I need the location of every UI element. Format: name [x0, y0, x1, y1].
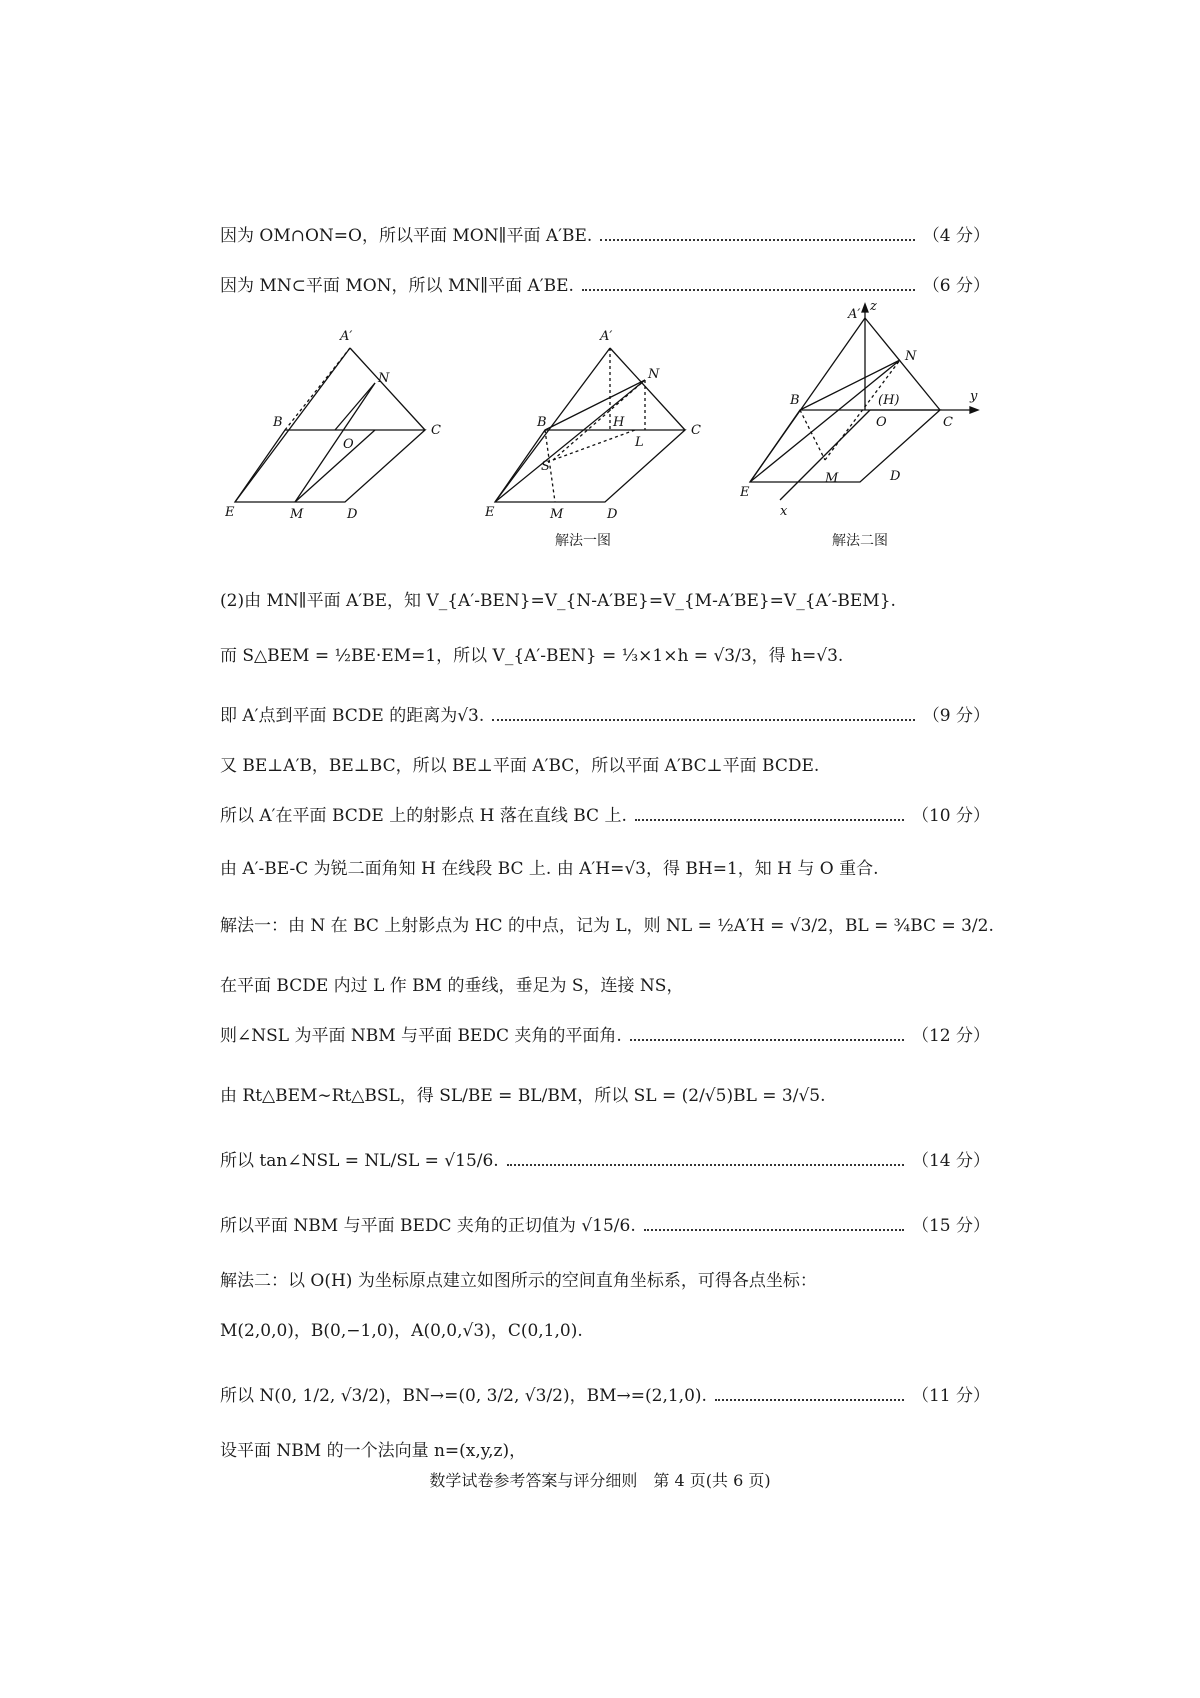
fig1-label: O — [343, 437, 354, 452]
fig1-label: M — [290, 507, 304, 520]
figure-3 — [740, 300, 990, 520]
fig3-label: A′ — [848, 307, 861, 322]
text-line — [220, 1150, 990, 1172]
leader-dots — [582, 289, 915, 291]
line-text: 由 Rt△BEM∼Rt△BSL，得 SL/BE = BL/BM，所以 SL = (2/√5)BL = 3/√5. — [220, 1086, 826, 1106]
line-text: 解法一：由 N 在 BC 上射影点为 HC 的中点，记为 L，则 NL = ½A′H = √3/2，BL = ¾BC = 3/2. — [220, 916, 994, 936]
text-line — [220, 705, 990, 727]
text-line — [220, 858, 990, 880]
fig3-label: x — [780, 504, 788, 519]
text-line — [220, 1025, 990, 1047]
line-text: M(2,0,0)，B(0,−1,0)，A(0,0,√3)，C(0,1,0). — [220, 1321, 583, 1341]
text-line — [220, 1440, 990, 1462]
text-line — [220, 1385, 990, 1407]
score-label: （4 分） — [922, 226, 990, 246]
score-label: （6 分） — [922, 276, 990, 296]
fig1-label: E — [225, 505, 235, 520]
score-label: （12 分） — [911, 1026, 990, 1046]
fig3-label: z — [870, 300, 877, 314]
figure-2-caption: 解法一图 — [555, 533, 611, 549]
line-text: 即 A′点到平面 BCDE 的距离为√3. — [220, 706, 485, 726]
score-label: （15 分） — [911, 1216, 990, 1236]
text-line — [220, 645, 990, 667]
page-footer: 数学试卷参考答案与评分细则 第 4 页(共 6 页) — [429, 1471, 771, 1490]
leader-dots — [492, 719, 915, 721]
line-text: 所以平面 NBM 与平面 BEDC 夹角的正切值为 √15/6. — [220, 1216, 636, 1236]
fig2-label: L — [635, 435, 644, 450]
text-line — [220, 915, 994, 937]
fig2-label: C — [691, 423, 701, 438]
score-label: （10 分） — [911, 806, 990, 826]
figure-1 — [225, 320, 455, 520]
fig3-label: D — [890, 469, 901, 484]
text-line — [220, 1085, 990, 1107]
line-text: 而 S△BEM = ½BE·EM=1，所以 V_{A′-BEN} = ⅓×1×h = √3/3，得 h=√3. — [220, 646, 844, 666]
line-text: 因为 OM∩ON=O，所以平面 MON∥平面 A′BE. — [220, 226, 593, 246]
line-text: 所以 A′在平面 BCDE 上的射影点 H 落在直线 BC 上. — [220, 806, 627, 826]
score-label: （9 分） — [922, 706, 990, 726]
fig2-label: N — [648, 367, 660, 382]
fig3-label: M — [825, 471, 839, 486]
text-line — [220, 590, 990, 612]
score-label: （14 分） — [911, 1151, 990, 1171]
leader-dots — [600, 239, 914, 241]
leader-dots — [635, 819, 904, 821]
fig2-label: S — [541, 459, 550, 474]
line-text: 因为 MN⊂平面 MON，所以 MN∥平面 A′BE. — [220, 276, 574, 296]
line-text: 由 A′-BE-C 为锐二面角知 H 在线段 BC 上. 由 A′H=√3，得 BH=1，知 H 与 O 重合. — [220, 859, 879, 879]
fig3-label: B — [790, 393, 800, 408]
leader-dots — [630, 1039, 904, 1041]
fig2-label: M — [550, 507, 564, 520]
fig3-label: y — [970, 389, 978, 404]
fig2-label: A′ — [600, 329, 613, 344]
fig2-label: H — [613, 415, 625, 430]
figure-2 — [485, 320, 715, 520]
fig1-label: D — [347, 507, 358, 520]
text-line — [220, 1320, 990, 1342]
fig1-label: C — [431, 423, 441, 438]
line-text: 则∠NSL 为平面 NBM 与平面 BEDC 夹角的平面角. — [220, 1026, 622, 1046]
fig1-label: N — [378, 371, 390, 386]
fig1-label: A′ — [340, 329, 353, 344]
fig3-label: C — [943, 415, 953, 430]
text-line — [220, 975, 990, 997]
line-text: 又 BE⊥A′B，BE⊥BC，所以 BE⊥平面 A′BC，所以平面 A′BC⊥平面 BCDE. — [220, 756, 820, 776]
leader-dots — [507, 1164, 904, 1166]
line-text: 所以 tan∠NSL = NL/SL = √15/6. — [220, 1151, 499, 1171]
line-text: (2)由 MN∥平面 A′BE，知 V_{A′-BEN}=V_{N-A′BE}=V_{M-A′BE}=V_{A′-BEM}. — [220, 591, 896, 611]
fig3-label: O — [876, 415, 887, 430]
fig3-label: (H) — [878, 393, 900, 408]
line-text: 设平面 NBM 的一个法向量 n=(x,y,z)， — [220, 1441, 527, 1461]
line-text: 解法二：以 O(H) 为坐标原点建立如图所示的空间直角坐标系，可得各点坐标： — [220, 1271, 817, 1291]
text-line — [220, 755, 990, 777]
line-text: 所以 N(0, 1/2, √3/2)，BN→=(0, 3/2, √3/2)，BM→=(2,1,0). — [220, 1386, 707, 1406]
fig3-label: N — [905, 349, 917, 364]
leader-dots — [644, 1229, 904, 1231]
text-line — [220, 1270, 990, 1292]
text-line — [220, 1215, 990, 1237]
text-line — [220, 275, 990, 297]
score-label: （11 分） — [911, 1386, 990, 1406]
figure-3-caption: 解法二图 — [832, 533, 888, 549]
fig2-label: E — [485, 505, 495, 520]
fig2-label: B — [537, 415, 547, 430]
text-line — [220, 225, 990, 247]
line-text: 在平面 BCDE 内过 L 作 BM 的垂线，垂足为 S，连接 NS， — [220, 976, 684, 996]
fig2-label: D — [607, 507, 618, 520]
fig3-label: E — [740, 485, 750, 500]
fig1-label: B — [273, 415, 283, 430]
text-line — [220, 805, 990, 827]
leader-dots — [715, 1399, 904, 1401]
